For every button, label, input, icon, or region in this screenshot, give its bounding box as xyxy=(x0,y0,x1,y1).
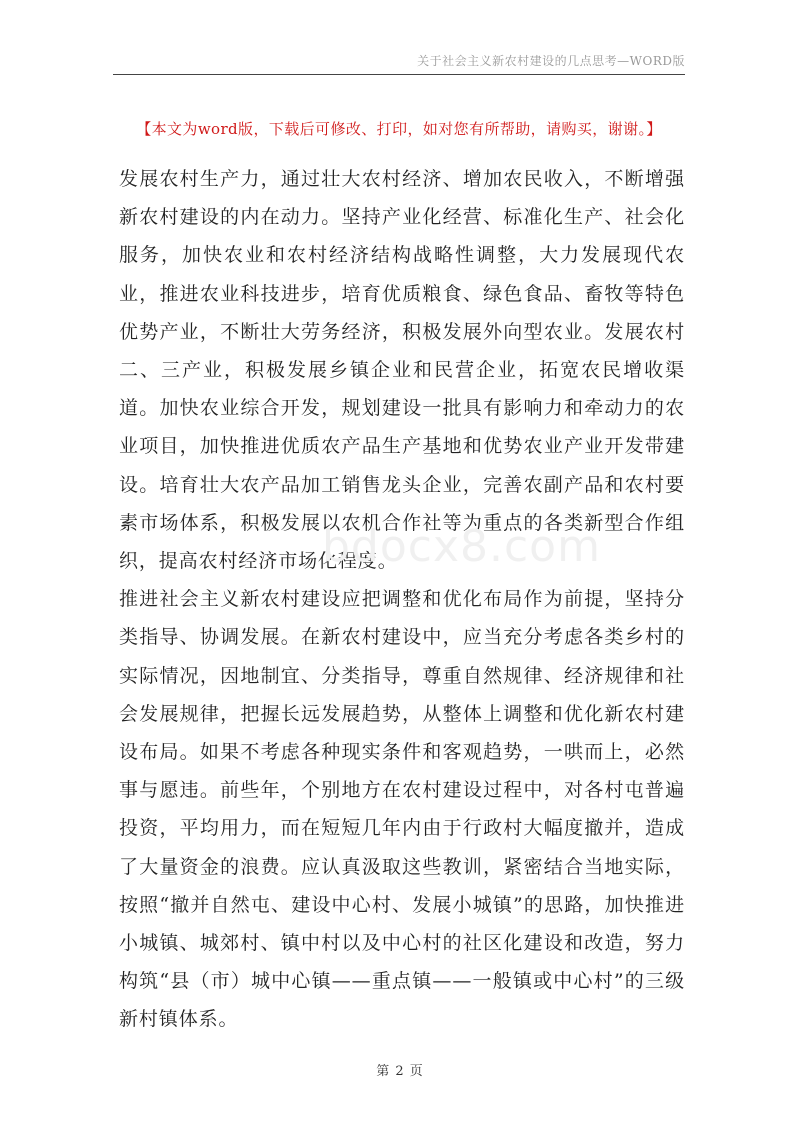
document-header-title: 关于社会主义新农村建设的几点思考—WORD版 xyxy=(417,54,685,68)
body-paragraph-2: 推进社会主义新农村建设应把调整和优化布局作为前提，坚持分类指导、协调发展。在新农村建设中，应当充分考虑各类乡村的实际情况，因地制宜、分类指导，尊重自然规律、经济规律和社会发展规律，把握长远发展趋势，从整体上调整和优化新农村建设布局。如果不考虑各种现实条件和客观趋势，一哄而上，必然事与愿违。前些年，个别地方在农村建设过程中，对各村屯普遍投资，平均用力，而在短短几年内由于行政村大幅度撤并，造成了大量资金的浪费。应认真汲取这些教训，紧密结合当地实际，按照“撤并自然屯、建设中心村、发展小城镇”的思路，加快推进小城镇、城郊村、镇中村以及中心村的社区化建设和改造，努力构筑“县（市）城中心镇——重点镇——一般镇或中心村”的三级新村镇体系。 xyxy=(119,588,685,1031)
page-number: 第 2 页 xyxy=(376,1064,424,1079)
body-paragraph-1: 发展农村生产力，通过壮大农村经济、增加农民收入，不断增强新农村建设的内在动力。坚持产业化经营、标准化生产、社会化服务，加快农业和农村经济结构战略性调整，大力发展现代农业，推进农业科技进步，培育优质粮食、绿色食品、畜牧等特色优势产业，不断壮大劳务经济，积极发展外向型农业。发展农村二、三产业，积极发展乡镇企业和民营企业，拓宽农民增收渠道。加快农业综合开发，规划建设一批具有影响力和牵动力的农业项目，加快推进优质农产品生产基地和优势农业产业开发带建设。培育壮大农产品加工销售龙头企业，完善农副产品和农村要素市场体系，积极发展以农机合作社等为重点的各类新型合作组织，提高农村经济市场化程度。 xyxy=(119,168,685,573)
download-notice: 【本文为word版，下载后可修改、打印，如对您有所帮助，请购买，谢谢。】 xyxy=(136,120,662,138)
watermark: bdocx8.com xyxy=(322,521,601,572)
document-body xyxy=(119,160,685,1039)
header-divider xyxy=(113,74,685,75)
